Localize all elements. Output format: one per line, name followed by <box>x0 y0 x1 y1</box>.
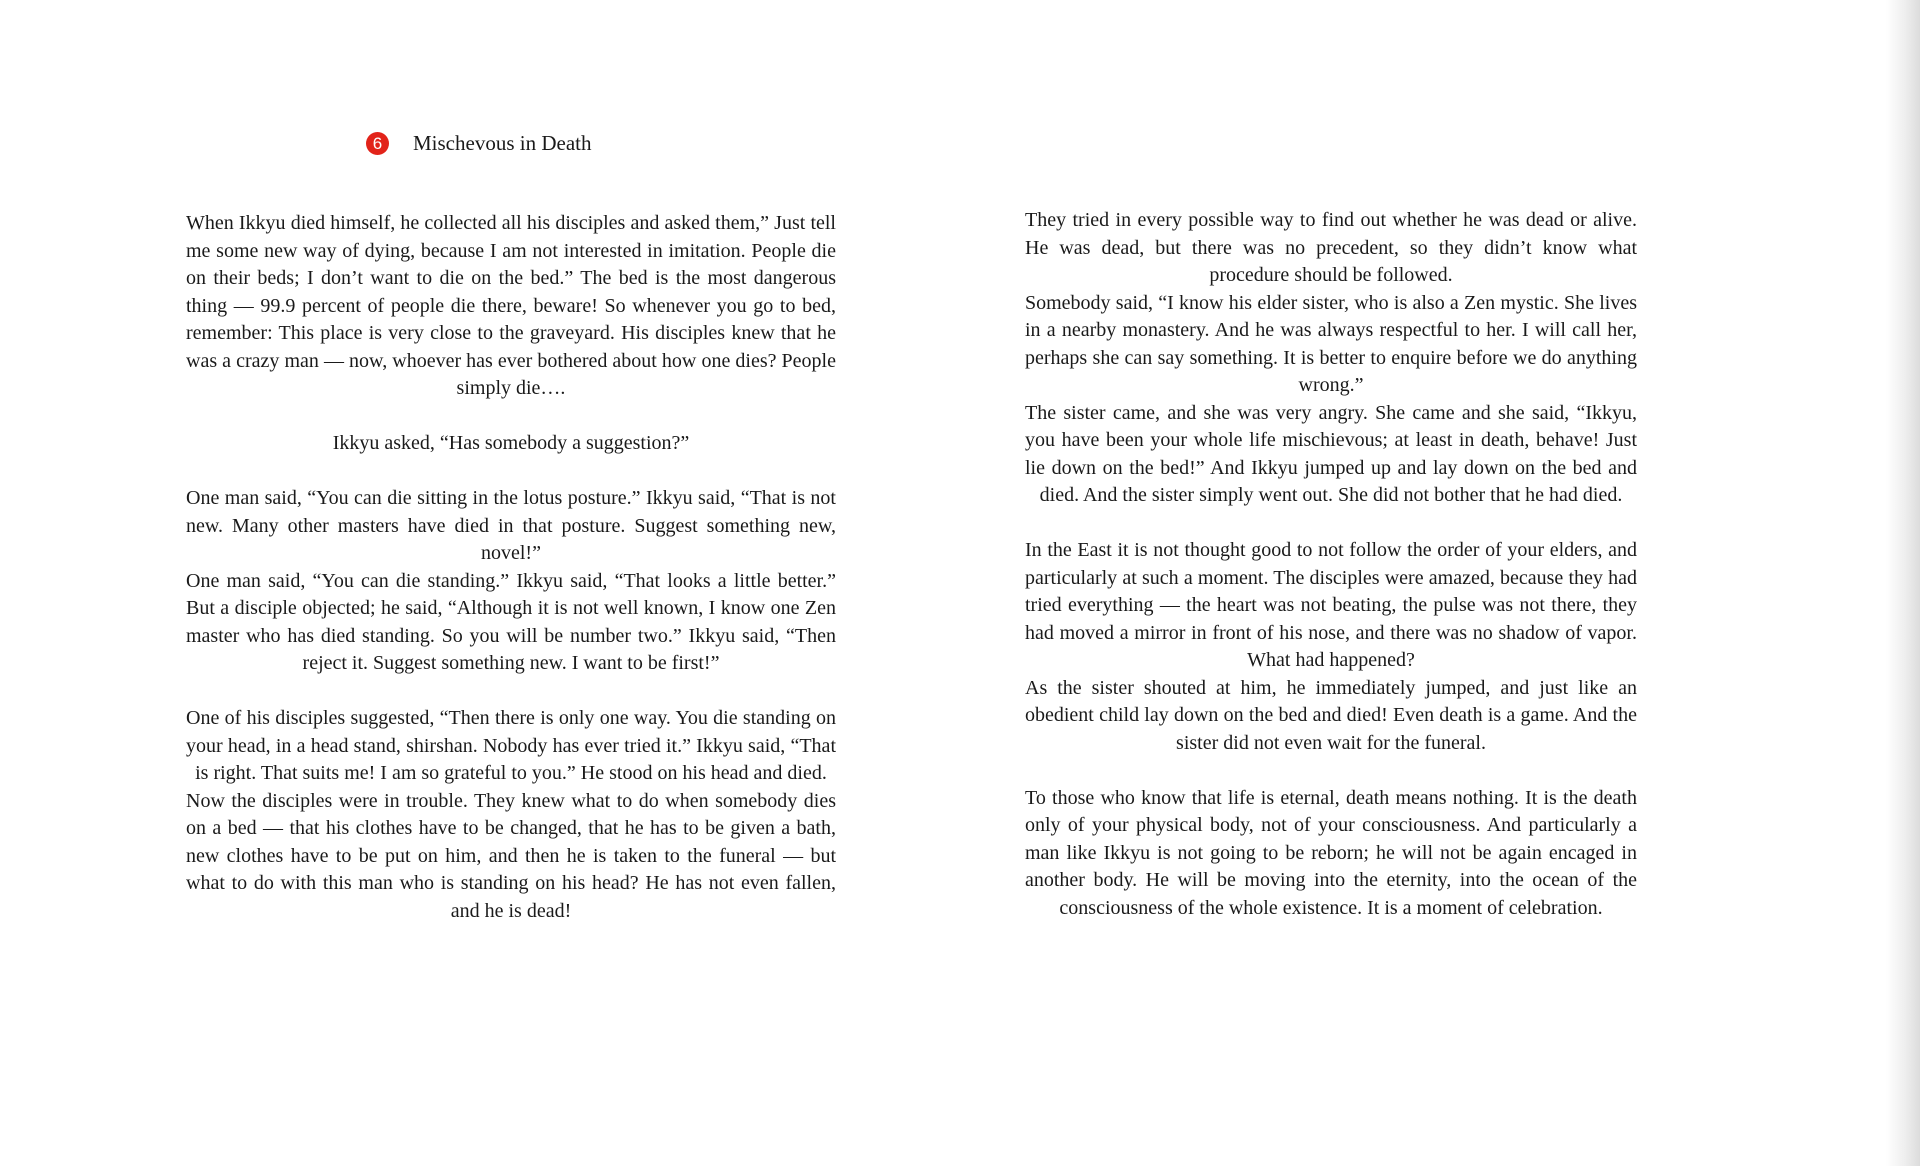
chapter-number-badge <box>366 132 389 155</box>
right-page-text <box>1025 207 1637 922</box>
paragraph: One man said, “You can die standing.” Ikkyu said, “That looks a little better.” But a disciple objected; he said, “Although it is not well known, I know one Zen master who has died standing. So you will be number two.” Ikkyu said, “Then reject it. Suggest something new. I want to be first!” <box>186 569 836 674</box>
chapter-number: 6 <box>372 133 383 153</box>
page-edge-shadow <box>1886 0 1920 1166</box>
paragraph: The sister came, and she was very angry. She came and she said, “Ikkyu, you have been your whole life mischievous; at least in death, behave! Just lie down on the bed!” And Ikkyu jumped up and lay down on the bed and died. And the sister simply went out. She did not bother that he had died. <box>1025 401 1637 506</box>
paragraph: Somebody said, “I know his elder sister, who is also a Zen mystic. She lives in a nearby monastery. And he was always respectful to her. I will call her, perhaps she can say something. It is better to enquire before we do anything wrong.” <box>1025 291 1637 396</box>
paragraph: To those who know that life is eternal, death means nothing. It is the death only of your physical body, not of your consciousness. And particularly a man like Ikkyu is not going to be reborn; he will not be again encaged in another body. He will be moving into the eternity, into the ocean of the consciousness of the whole existence. It is a moment of celebration. <box>1025 786 1637 919</box>
paragraph: As the sister shouted at him, he immediately jumped, and just like an obedient child lay down on the bed and died! Even death is a game. And the sister did not even wait for the funeral. <box>1025 676 1637 754</box>
paragraph: One man said, “You can die sitting in the lotus posture.” Ikkyu said, “That is not new. Many other masters have died in that posture. Suggest something new, novel!” <box>186 487 836 564</box>
paragraph: Now the disciples were in trouble. They knew what to do when somebody dies on a bed — that his clothes have to be changed, that he has to be given a bath, new clothes have to be put on him, and then he is taken to the funeral — but what to do with this man who is standing on his head? He has not even fallen, and he is dead! <box>186 789 836 922</box>
paragraph: They tried in every possible way to find out whether he was dead or alive. He was dead, but there was no precedent, so they didn’t know what procedure should be followed. <box>1025 209 1637 286</box>
paragraph: Ikkyu asked, “Has somebody a suggestion?” <box>332 432 690 454</box>
chapter-header <box>366 128 591 158</box>
chapter-title: Mischevous in Death <box>413 130 592 155</box>
paragraph: In the East it is not thought good to not follow the order of your elders, and particularly at such a moment. The disciples were amazed, because they had tried everything — the heart was not beating, the pulse was not there, they had moved a mirror in front of his nose, and there was no shadow of vapor. What had happened? <box>1025 539 1637 671</box>
left-page-text <box>186 210 836 925</box>
paragraph: One of his disciples suggested, “Then there is only one way. You die standing on your head, in a head stand, shirshan. Nobody has ever tried it.” Ikkyu said, “That is right. That suits me! I am so grateful to you.” He stood on his head and died. <box>186 707 836 784</box>
paragraph: When Ikkyu died himself, he collected all his disciples and asked them,” Just tell me some new way of dying, because I am not interested in imitation. People die on their beds; I don’t want to die on the bed.” The bed is the most dangerous thing — 99.9 percent of people die there, beware! So whenever you go to bed, remember: This place is very close to the graveyard. His disciples knew that he was a crazy man — now, whoever has ever bothered about how one dies? People simply die…. <box>186 212 836 399</box>
